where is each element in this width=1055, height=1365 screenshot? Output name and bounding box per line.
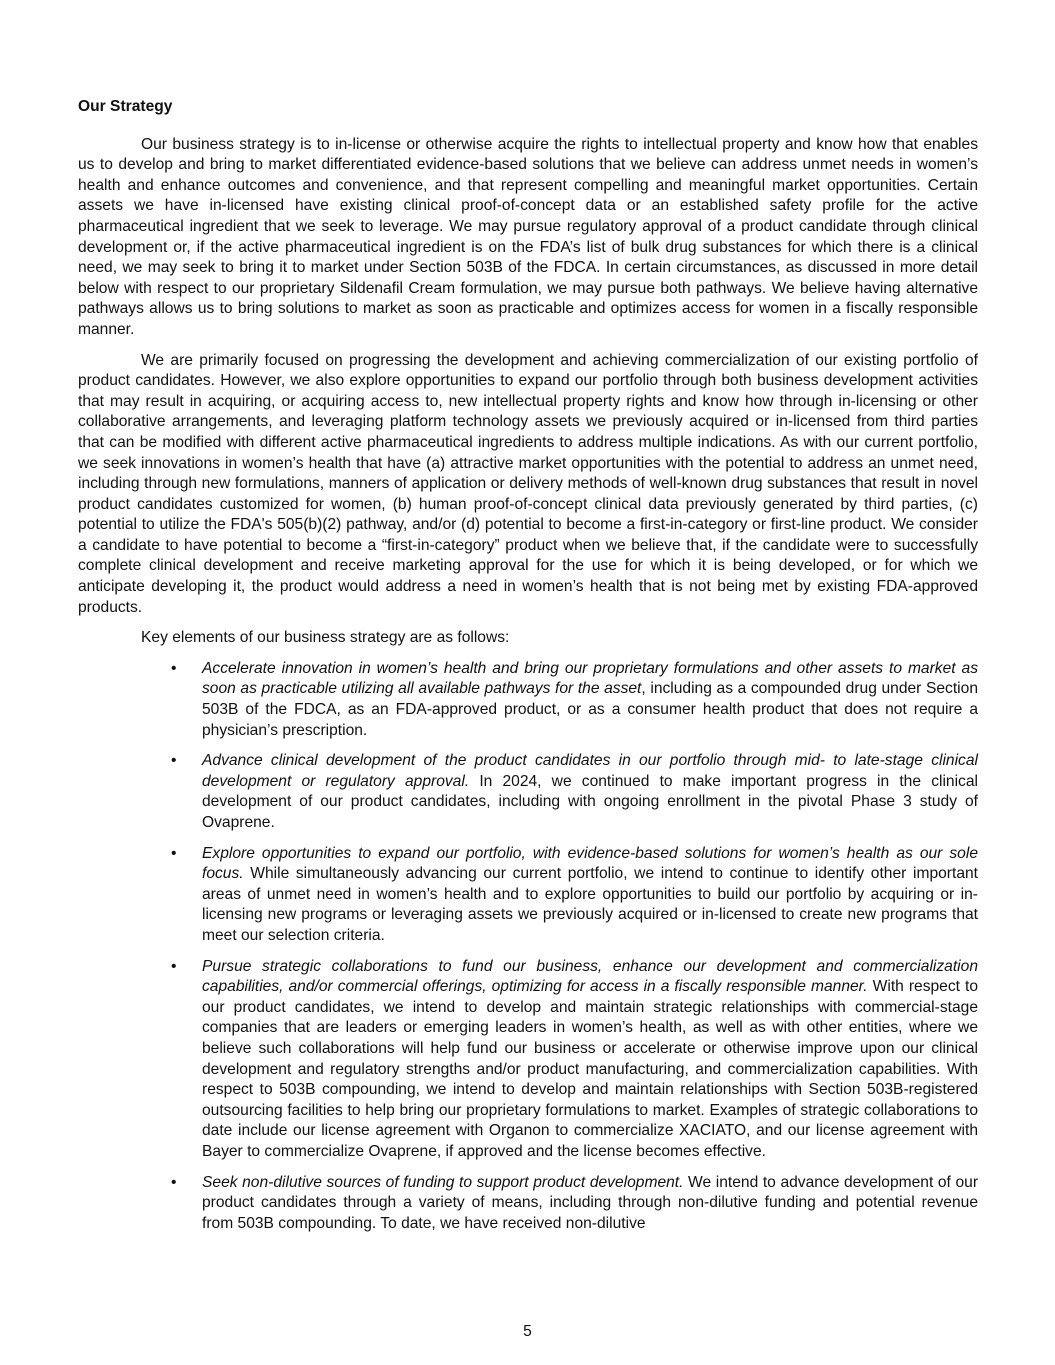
item-text: We intend to advance development of our product candidates through a variety of means, including through non-dilutive funding and potential revenue from 503B compounding. To date, we have received non-dilutive	[202, 1173, 979, 1232]
item-text: , including as a compounded drug under Section 503B of the FDCA, as an FDA-approved product, or as a consumer health product that does not require a physician’s prescription.	[202, 680, 978, 739]
paragraph: Our business strategy is to in-license or otherwise acquire the rights to intellectual property and know how that enables us to develop and bring to market differentiated evidence-based solutions that we believe can address unmet needs in women’s health and enhance outcomes and convenience, and that represent compelling and meaningful market opportunities. Certain assets we have in-licensed have existing clinical proof-of-concept data or an established safety profile for the active pharmaceutical ingredient that we seek to leverage. We may pursue regulatory approval of a product candidate through clinical development or, if the active pharmaceutical ingredient is on the FDA’s list of bulk drug substances for which there is a clinical need, we may seek to bring it to market under Section 503B of the FDCA. In certain circumstances, as discussed in more detail below with respect to our proprietary Sildenafil Cream formulation, we may pursue both pathways. We believe having alternative pathways allows us to bring solutions to market as soon as practicable and optimizes access for women in a fiscally responsible manner.	[78, 135, 978, 338]
item-lead: Seek non-dilutive sources of funding to support product development.	[202, 1173, 684, 1191]
item-text: With respect to our product candidates, we intend to develop and maintain strategic relationships with commercial-stage companies that are leaders or emerging leaders in women’s health, as well as with other entities, where we believe such collaborations will help fund our business or accelerate or otherwise improve upon our clinical development and regulatory strengths and/or product manufacturing, and commercialization capabilities. With respect to 503B compounding, we intend to develop and maintain relationships with Section 503B-registered outsourcing facilities to help bring our proprietary formulations to market. Examples of strategic collaborations to date include our license agreement with Organon to commercialize XACIATO, and our license agreement with Bayer to commercialize Ovaprene, if approved and the license becomes effective.	[202, 978, 978, 1160]
list-item	[78, 957, 978, 1163]
strategy-list	[78, 659, 978, 1234]
list-item	[78, 1173, 978, 1235]
item-lead: Accelerate innovation in women’s health and bring our proprietary formulations and other assets to market as soon as practicable utilizing all available pathways for the asset	[202, 659, 978, 698]
bullet-icon: •	[171, 659, 177, 677]
item-lead: Pursue strategic collaborations to fund our business, enhance our development and commercialization capabilities, and/or commercial offerings, optimizing for access in a fiscally responsible manner.	[202, 957, 978, 996]
item-text: While simultaneously advancing our current portfolio, we intend to continue to identify other important areas of unmet need in women’s health and to explore opportunities to build our portfolio by acquiring or in-licensing new programs or leveraging assets we previously acquired or in-licensed to create new programs that meet our selection criteria.	[202, 865, 978, 944]
paragraph: Key elements of our business strategy are as follows:	[141, 629, 510, 647]
bullet-icon: •	[171, 957, 177, 975]
item-lead: Explore opportunities to expand our portfolio, with evidence-based solutions for women’s health as our sole focus.	[202, 844, 978, 883]
item-text: In 2024, we continued to make important progress in the clinical development of our product candidates, including with ongoing enrollment in the pivotal Phase 3 study of Ovaprene.	[202, 772, 978, 831]
list-item	[78, 751, 978, 833]
paragraph: We are primarily focused on progressing the development and achieving commercialization of our existing portfolio of product candidates. However, we also explore opportunities to expand our portfolio through both business development activities that may result in acquiring, or acquiring access to, new intellectual property rights and know how through in-licensing or other collaborative arrangements, and leveraging platform technology assets we previously acquired or in-licensed from third parties that can be modified with different active pharmaceutical ingredients to address multiple indications. As with our current portfolio, we seek innovations in women’s health that have (a) attractive market opportunities with the potential to address an unmet need, including through new formulations, manners of application or delivery methods of well-known drug substances that result in novel product candidates customized for women, (b) human proof-of-concept clinical data previously generated by third parties, (c) potential to utilize the FDA's 505(b)(2) pathway, and/or (d) potential to become a first-in-category or first-line product. We consider a candidate to have potential to become a “first-in-category” product when we believe that, if the candidate were to successfully complete clinical development and receive marketing approval for the use for which it is being developed, or for which we anticipate developing it, the product would address a need in women’s health that is not being met by existing FDA-approved products.	[78, 351, 978, 616]
document-page	[78, 97, 978, 1244]
bullet-icon: •	[171, 844, 177, 862]
section-heading: Our Strategy	[78, 98, 173, 115]
item-lead: Advance clinical development of the product candidates in our portfolio through mid- to late-stage clinical development or regulatory approval.	[202, 752, 978, 790]
page-number: 5	[523, 1323, 532, 1340]
list-item	[78, 659, 978, 741]
list-item	[78, 844, 978, 947]
bullet-icon: •	[171, 1173, 177, 1191]
bullet-icon: •	[171, 752, 177, 770]
